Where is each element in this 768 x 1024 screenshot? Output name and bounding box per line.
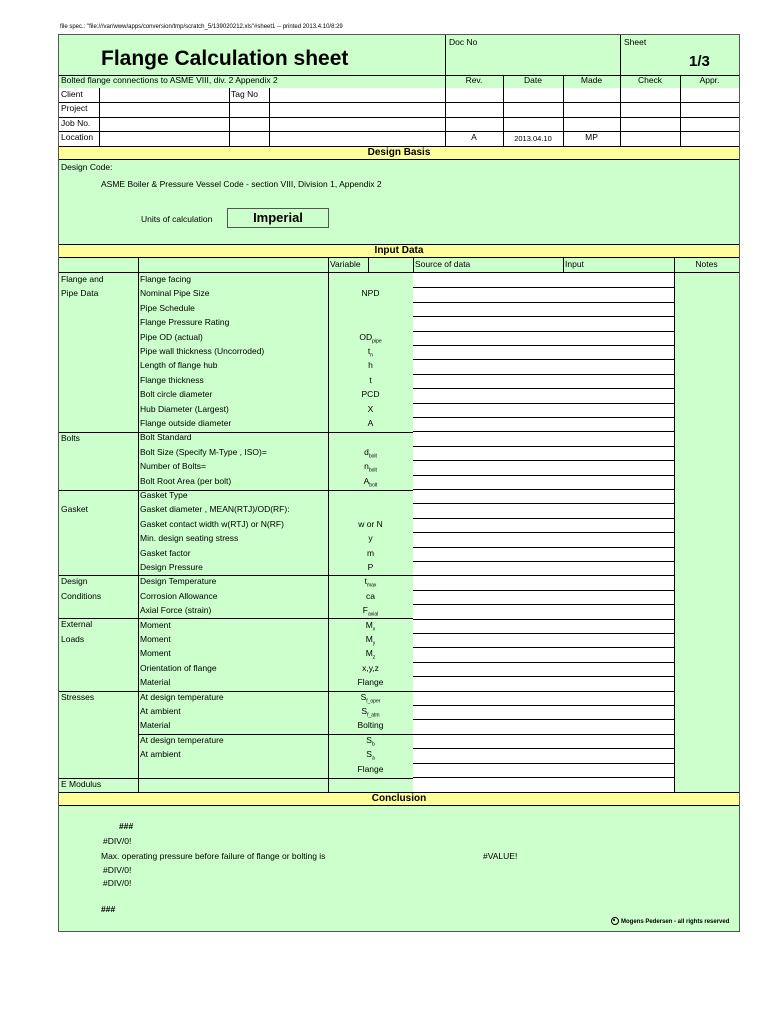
row-variable-symbol: M	[365, 648, 373, 659]
group-flange-pipe-line1: Flange and	[61, 274, 104, 284]
row-variable	[328, 735, 413, 751]
row-variable-symbol: S	[366, 749, 372, 760]
row-variable-subscript: bolt	[368, 453, 377, 460]
row-param: Nominal Pipe Size	[140, 288, 210, 299]
row-variable-subscript: a	[371, 755, 375, 762]
row-variable	[328, 346, 413, 362]
design-code-text: ASME Boiler & Pressure Vessel Code - section VIII, Division 1, Appendix 2	[101, 179, 382, 189]
row-param: Design Temperature	[140, 576, 217, 587]
row-variable-symbol: t	[369, 374, 372, 385]
row-variable-symbol: y	[368, 533, 373, 544]
row-variable	[328, 288, 413, 299]
row-param: Moment	[140, 634, 171, 644]
doc-no-label: Doc No	[449, 37, 478, 47]
group-bolts: Bolts	[61, 433, 80, 443]
row-param: Number of Bolts=	[140, 461, 206, 472]
row-param: Length of flange hub	[140, 360, 218, 371]
row-param: Flange outside diameter	[140, 418, 232, 428]
row-param: Flange Pressure Rating	[140, 317, 230, 328]
rev-label: Rev.	[465, 75, 483, 85]
sheet-label: Sheet	[624, 37, 647, 47]
row-variable-subscript: axial	[367, 611, 379, 618]
row-param: At ambient	[140, 706, 181, 716]
conclusion-line-6: ###	[101, 904, 116, 914]
row-variable-symbol: PCD	[361, 389, 380, 400]
conclusion-line-3: Max. operating pressure before failure of flange or bolting is	[101, 851, 326, 861]
row-param: At design temperature	[140, 734, 224, 745]
row-param: Axial Force (strain)	[140, 605, 212, 616]
row-variable-symbol: S	[360, 691, 367, 702]
row-variable-symbol: OD	[359, 331, 373, 342]
calculation-sheet	[58, 34, 740, 932]
row-variable-subscript: n	[370, 352, 374, 359]
group-gasket: Gasket	[61, 504, 88, 514]
group-design-line1: Design	[61, 576, 88, 586]
row-variable-subscript: b	[371, 741, 375, 748]
row-variable	[328, 548, 413, 559]
row-variable	[328, 677, 413, 688]
row-variable-symbol: d	[364, 446, 369, 457]
row-variable-symbol: Flange	[357, 763, 384, 774]
standard-subtitle: Bolted flange connections to ASME VIII, div. 2 Appendix 2	[61, 75, 278, 85]
row-param: At design temperature	[140, 691, 224, 702]
copyright	[611, 917, 729, 928]
job-no-label: Job No.	[61, 118, 91, 128]
row-param: Bolt Root Area (per bolt)	[140, 475, 232, 486]
row-variable-subscript: f_atm	[367, 712, 380, 719]
row-param: Gasket diameter , MEAN(RTJ)/OD(RF):	[140, 504, 290, 515]
row-param: Moment	[140, 648, 171, 659]
row-param: Pipe wall thickness (Uncorroded)	[140, 346, 265, 356]
row-param: Gasket Type	[140, 490, 188, 500]
row-param: Bolt circle diameter	[140, 389, 213, 400]
row-param: Gasket contact width w(RTJ) or N(RF)	[140, 518, 284, 529]
row-variable	[328, 764, 413, 775]
row-variable	[328, 634, 413, 650]
rev-value: A	[471, 132, 477, 142]
date-label: Date	[524, 75, 542, 85]
made-label: Made	[580, 75, 603, 85]
row-variable	[328, 418, 413, 429]
row-variable	[328, 720, 413, 731]
group-stresses: Stresses	[61, 692, 95, 702]
row-variable	[328, 519, 413, 530]
tag-no-label: Tag No	[231, 89, 258, 99]
row-variable	[328, 404, 413, 415]
row-variable-subscript: bolt	[369, 482, 378, 489]
units-label: Units of calculation	[141, 214, 213, 224]
row-variable	[328, 692, 413, 708]
row-variable	[328, 389, 413, 400]
file-spec: file spec.: "file:///var/www/apps/conversion/tmp/scratch_5/139020212.xls"#sheet1 -- printed 2013.4.10/8:29	[60, 24, 343, 30]
row-variable-symbol: M	[365, 634, 373, 644]
row-variable-symbol: NPD	[361, 288, 380, 299]
conclusion-line-3-value: #VALUE!	[483, 851, 518, 861]
conclusion-line-2: #DIV/0!	[103, 836, 132, 846]
check-label: Check	[637, 75, 663, 85]
row-variable	[328, 620, 413, 636]
row-param: Moment	[140, 619, 171, 630]
row-variable-symbol: t	[367, 346, 371, 356]
row-variable	[328, 332, 413, 348]
sheet-number: 1/3	[689, 53, 710, 70]
row-variable-subscript: bolt	[368, 467, 377, 474]
row-variable-subscript: z	[372, 655, 376, 662]
row-variable	[328, 576, 413, 592]
row-variable-subscript: max	[366, 583, 377, 590]
row-variable-symbol: w or N	[358, 518, 383, 529]
row-variable-symbol: m	[366, 547, 375, 558]
row-param: Min. design seating stress	[140, 533, 239, 544]
row-variable	[328, 591, 413, 602]
row-variable-symbol: A	[367, 418, 374, 428]
group-external-line2: Loads	[61, 634, 85, 644]
row-variable-symbol: A	[363, 475, 370, 486]
row-variable	[328, 447, 413, 463]
group-e-modulus: E Modulus	[61, 779, 102, 789]
row-param: Bolt Standard	[140, 432, 192, 443]
row-variable	[328, 476, 413, 492]
row-variable-symbol: Flange	[357, 677, 384, 688]
conclusion-line-4: #DIV/0!	[103, 865, 132, 875]
row-variable-symbol: ca	[366, 590, 375, 601]
copyright-icon	[611, 917, 619, 925]
input-data-heading: Input Data	[59, 244, 739, 258]
row-param: Hub Diameter (Largest)	[140, 403, 229, 414]
row-variable-symbol: x,y,z	[362, 662, 379, 673]
row-variable	[328, 749, 413, 765]
row-variable-symbol: t	[364, 576, 367, 587]
copyright-text: Mogens Pedersen - all rights reserved	[621, 919, 730, 925]
row-variable	[328, 706, 413, 722]
row-param: Gasket factor	[140, 547, 191, 558]
row-param: Pipe OD (actual)	[140, 331, 203, 342]
design-basis-heading: Design Basis	[59, 146, 739, 160]
group-design-line2: Conditions	[61, 591, 102, 601]
row-param: Flange thickness	[140, 374, 204, 385]
conclusion-heading: Conclusion	[59, 792, 739, 806]
design-code-label: Design Code:	[61, 162, 113, 172]
units-value: Imperial	[227, 208, 329, 228]
row-variable	[328, 663, 413, 674]
row-variable-symbol: X	[367, 403, 374, 414]
row-variable	[328, 360, 413, 371]
client-label: Client	[61, 89, 83, 99]
row-param: Pipe Schedule	[140, 302, 195, 313]
appr-label: Appr.	[699, 75, 720, 85]
col-input: Input	[565, 259, 584, 269]
row-variable-symbol: P	[367, 562, 374, 572]
row-variable	[328, 375, 413, 386]
row-variable-symbol: n	[364, 461, 369, 472]
row-variable-symbol: F	[362, 605, 368, 616]
row-variable-symbol: S	[366, 734, 372, 745]
col-notes: Notes	[695, 259, 718, 269]
row-variable	[328, 648, 413, 664]
row-param: At ambient	[140, 749, 181, 760]
row-variable-subscript: y	[372, 640, 376, 647]
row-variable-subscript: f_oper	[366, 698, 381, 705]
row-variable-symbol: S	[361, 706, 368, 716]
project-label: Project	[61, 103, 88, 113]
row-variable-symbol: h	[368, 360, 373, 371]
row-variable-symbol: M	[365, 619, 373, 630]
row-variable-subscript: pipe	[372, 338, 382, 345]
conclusion-line-5: #DIV/0!	[103, 878, 132, 888]
row-variable-subscript: x	[372, 626, 376, 633]
row-param: Material	[140, 720, 171, 731]
group-flange-pipe-line2: Pipe Data	[61, 288, 99, 298]
location-label: Location	[61, 132, 94, 142]
conclusion-line-1: ###	[119, 821, 134, 831]
sheet-title: Flange Calculation sheet	[101, 47, 349, 70]
made-value: MP	[585, 132, 598, 142]
row-param: Flange facing	[140, 274, 192, 284]
row-param: Design Pressure	[140, 562, 203, 572]
date-value: 2013.04.10	[514, 134, 552, 143]
row-variable	[328, 562, 413, 573]
col-source: Source of data	[415, 259, 471, 269]
col-variable: Variable	[330, 259, 361, 269]
row-param: Orientation of flange	[140, 662, 217, 673]
group-external-line1: External	[61, 619, 93, 629]
row-variable	[328, 533, 413, 544]
row-param: Material	[140, 677, 171, 688]
row-param: Bolt Size (Specify M-Type , ISO)=	[140, 446, 267, 457]
row-param: Corrosion Allowance	[140, 590, 218, 601]
row-variable	[328, 461, 413, 477]
row-variable-symbol: Bolting	[357, 720, 384, 731]
